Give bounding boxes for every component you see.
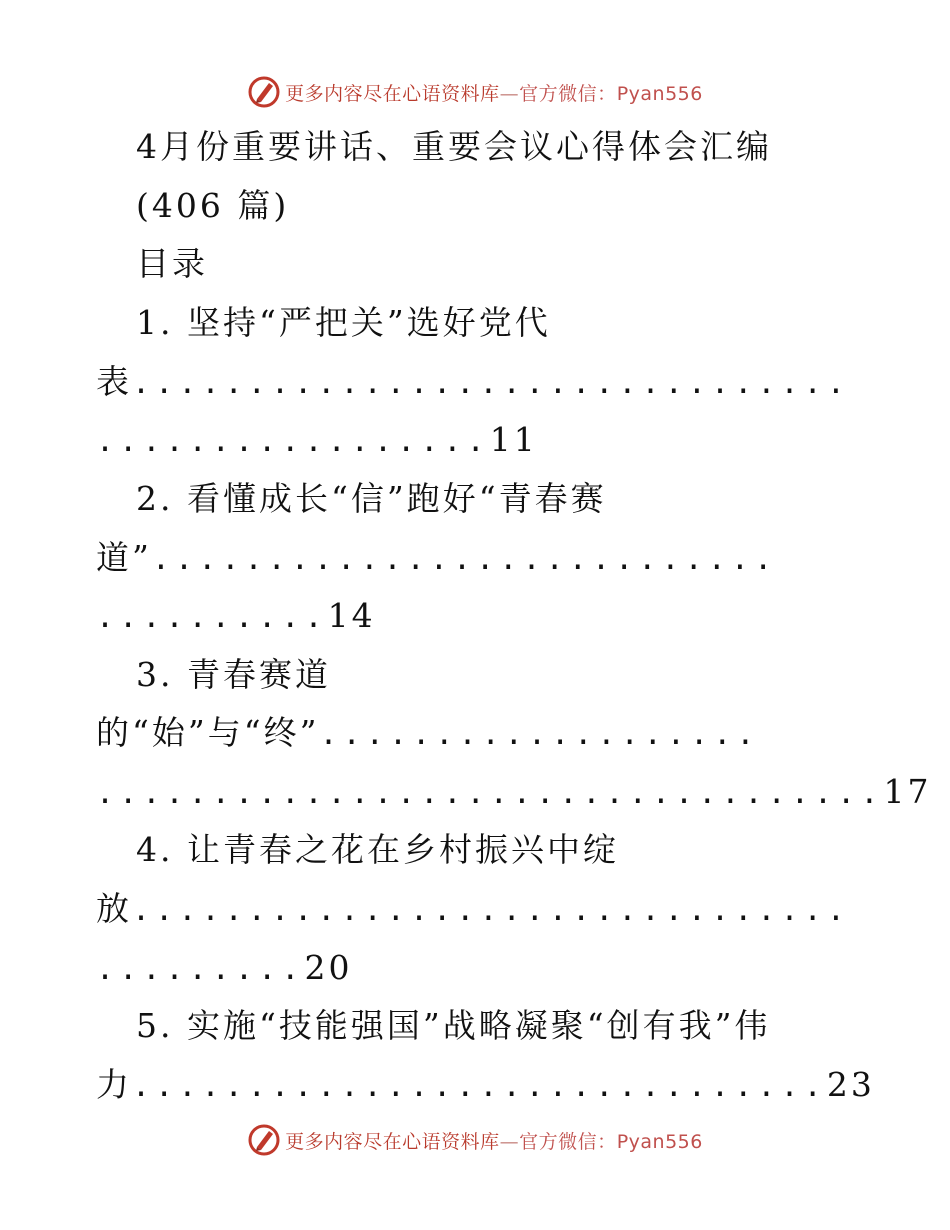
toc-heading: 目录 xyxy=(136,244,208,283)
toc-entry-3-leader xyxy=(96,772,932,814)
toc-leader-dots: .......... xyxy=(96,600,328,635)
toc-page-number: 14 xyxy=(327,596,376,635)
toc-page-number: 23 xyxy=(826,1065,875,1104)
toc-page-number: 20 xyxy=(304,948,353,987)
watermark-wechat-label: 官方微信： xyxy=(519,82,617,105)
toc-entry-2-continuation xyxy=(96,538,777,580)
toc-entry-text: 坚持“严把关”选好党代 xyxy=(187,303,551,342)
document-title: 4月份重要讲话、重要会议心得体会汇编 xyxy=(136,127,772,166)
toc-entry-text: 力 xyxy=(96,1065,132,1104)
watermark-text xyxy=(285,1127,703,1154)
watermark-brand: 更多内容尽在心语资料库 xyxy=(285,1130,500,1153)
toc-leader-dots: .................................. xyxy=(96,776,884,811)
toc-entry-1-title[interactable] xyxy=(136,303,551,343)
toc-entry-4-title[interactable] xyxy=(136,830,619,870)
toc-entry-number: 2. xyxy=(136,479,174,518)
toc-entry-4-leader xyxy=(96,948,352,990)
toc-entry-text: 让青春之花在乡村振兴中绽 xyxy=(187,830,619,869)
watermark-brand: 更多内容尽在心语资料库 xyxy=(285,82,500,105)
toc-entry-text: 实施“技能强国”战略凝聚“创有我”伟 xyxy=(187,1006,771,1045)
toc-entry-5-title[interactable] xyxy=(136,1006,770,1046)
toc-entry-2-leader xyxy=(96,596,376,638)
toc-entry-number: 5. xyxy=(136,1006,174,1045)
toc-entry-text: 表 xyxy=(96,362,132,401)
toc-entry-number: 1. xyxy=(136,303,174,342)
toc-entry-text: 放 xyxy=(96,889,132,928)
toc-entry-text: 青春赛道 xyxy=(187,655,331,694)
toc-entry-5-continuation xyxy=(96,1065,875,1107)
footer-watermark xyxy=(0,1116,950,1164)
toc-leader-dots: ................... xyxy=(319,717,760,752)
toc-entry-text: 的“始”与“终” xyxy=(96,713,320,752)
toc-leader-dots: ......... xyxy=(96,952,305,987)
toc-entry-text: 道” xyxy=(96,538,152,577)
watermark-wechat-id: Pyan556 xyxy=(616,1130,703,1153)
toc-entry-1-continuation xyxy=(96,362,850,404)
pen-logo-icon xyxy=(247,1123,281,1157)
toc-entry-3-continuation xyxy=(96,713,760,755)
toc-entry-number: 4. xyxy=(136,830,174,869)
toc-entry-number: 3. xyxy=(136,655,174,694)
toc-leader-dots: ........................... xyxy=(151,542,778,577)
watermark-separator: — xyxy=(499,82,520,105)
watermark-wechat-label: 官方微信： xyxy=(519,1130,617,1153)
toc-leader-dots: ................. xyxy=(96,424,490,459)
toc-entry-4-continuation xyxy=(96,889,850,931)
watermark-content xyxy=(247,1123,703,1157)
toc-entry-1-leader xyxy=(96,420,538,462)
toc-entry-2-title[interactable] xyxy=(136,479,607,519)
toc-leader-dots: .............................. xyxy=(132,1069,827,1104)
toc-leader-dots: ............................... xyxy=(132,893,851,928)
toc-entry-text: 看懂成长“信”跑好“青春赛 xyxy=(187,479,607,518)
toc-page-number: 17 xyxy=(883,772,932,811)
toc-page-number: 11 xyxy=(489,420,538,459)
toc-leader-dots: ............................... xyxy=(132,366,851,401)
document-title-count: (406 篇) xyxy=(136,186,290,225)
watermark-wechat-id: Pyan556 xyxy=(616,82,703,105)
watermark-separator: — xyxy=(499,1130,520,1153)
toc-entry-3-title[interactable] xyxy=(136,655,331,695)
